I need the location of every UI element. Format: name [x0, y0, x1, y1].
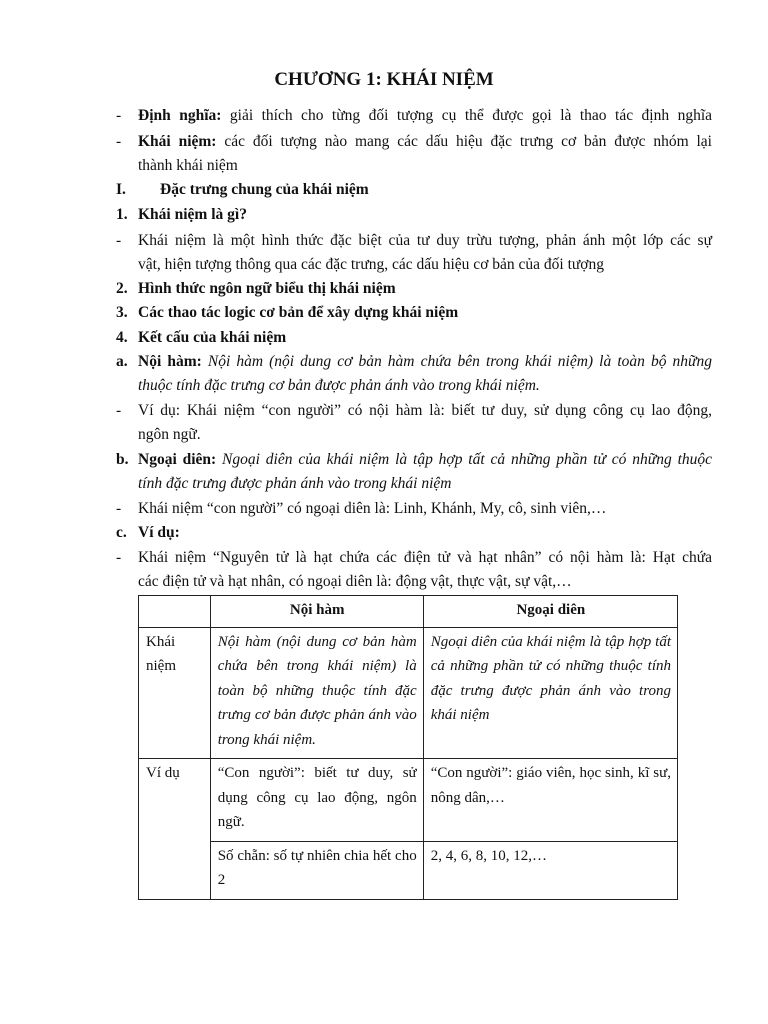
concept-term: Khái niệm:: [138, 133, 217, 150]
subitem-marker: c.: [116, 524, 127, 541]
section-heading: Đặc trưng chung của khái niệm: [160, 181, 369, 198]
row-label-cell: Ví dụ: [139, 759, 211, 900]
item-heading: Hình thức ngôn ngữ biểu thị khái niệm: [138, 280, 396, 297]
subitem-marker: b.: [116, 451, 129, 468]
section-marker: I.: [116, 181, 126, 198]
noi-ham-text-cont: thuộc tính đặc trưng cơ bản được phản ánh vào trong khái niệm.: [138, 377, 540, 394]
table-row: [139, 841, 678, 899]
definition-bullet: [138, 104, 712, 128]
ngoai-dien-definition: [138, 448, 712, 472]
noi-ham-text: Nội hàm (nội dung cơ bản hàm chứa bên trong khái niệm) là toàn bộ những: [201, 353, 712, 370]
table-header-cell: Ngoại diên: [423, 596, 677, 628]
ngoai-dien-cell: “Con người”: giáo viên, học sinh, kĩ sư, nông dân,…: [423, 759, 677, 842]
item-heading: Khái niệm là gì?: [138, 206, 247, 223]
noi-ham-cell: Nội hàm (nội dung cơ bản hàm chứa bên trong khái niệm) là toàn bộ những thuộc tính đặc trưng cơ bản được phản ánh vào trong khái niệm.: [210, 627, 423, 759]
ngoai-dien-term: Ngoại diên:: [138, 451, 217, 468]
item-heading: Các thao tác logic cơ bản để xây dựng khái niệm: [138, 304, 459, 321]
noi-ham-term: Nội hàm:: [138, 353, 202, 370]
table-row: [139, 759, 678, 842]
bullet-dash: -: [116, 107, 122, 124]
concept-text-cont: thành khái niệm: [138, 157, 238, 174]
definition-paragraph-line: vật, hiện tượng thông qua các đặc trưng, các dấu hiệu cơ bản của đối tượng: [138, 256, 604, 273]
table-row: [139, 627, 678, 759]
concept-bullet: [138, 130, 712, 154]
item-heading: Kết cấu của khái niệm: [138, 329, 287, 346]
noi-ham-example: Ví dụ: Khái niệm “con người” có nội hàm là: biết tư duy, sử dụng công cụ lao động,: [138, 402, 712, 419]
noi-ham-cell: Số chẵn: số tự nhiên chia hết cho 2: [210, 841, 423, 899]
noi-ham-example-cont: ngôn ngữ.: [138, 426, 201, 443]
definition-paragraph-line: Khái niệm là một hình thức đặc biệt của tư duy trừu tượng, phản ánh một lớp các sự: [138, 232, 712, 249]
definition-term: Định nghĩa:: [138, 107, 222, 124]
row-label-cell: Khái niệm: [139, 627, 211, 759]
item-marker: 1.: [116, 206, 128, 223]
ngoai-dien-cell: Ngoại diên của khái niệm là tập hợp tất cả những phần tử có những thuộc tính đặc trưng được phản ánh vào trong khái niệm: [423, 627, 677, 759]
subitem-marker: a.: [116, 353, 128, 370]
bullet-dash: -: [116, 402, 122, 419]
bullet-dash: -: [116, 500, 122, 517]
item-marker: 2.: [116, 280, 128, 297]
item-marker: 4.: [116, 329, 128, 346]
example-paragraph-line: các điện tử và hạt nhân, có ngoại diên là: động vật, thực vật, sự vật,…: [138, 573, 572, 590]
bullet-dash: -: [116, 232, 122, 249]
example-paragraph-line: Khái niệm “Nguyên tử là hạt chứa các điện tử và hạt nhân” có nội hàm là: Hạt chứa: [138, 549, 712, 566]
ngoai-dien-text: Ngoại diên của khái niệm là tập hợp tất cả những phần tử có những thuộc: [216, 451, 713, 468]
definition-text: giải thích cho từng đối tượng cụ thể được gọi là thao tác định nghĩa: [221, 107, 712, 124]
table-header-row: [139, 596, 678, 628]
bullet-dash: -: [116, 133, 122, 150]
noi-ham-cell: “Con người”: biết tư duy, sử dụng công cụ lao động, ngôn ngữ.: [210, 759, 423, 842]
example-heading: Ví dụ:: [138, 524, 180, 541]
comparison-table: [138, 595, 678, 900]
table-header-cell: Nội hàm: [210, 596, 423, 628]
ngoai-dien-cell: 2, 4, 6, 8, 10, 12,…: [423, 841, 677, 899]
bullet-dash: -: [116, 549, 122, 566]
noi-ham-definition: [138, 350, 712, 374]
ngoai-dien-text-cont: tính đặc trưng được phản ánh vào trong khái niệm: [138, 475, 452, 492]
chapter-title: CHƯƠNG 1: KHÁI NIỆM: [274, 69, 494, 90]
ngoai-dien-example: Khái niệm “con người” có ngoại diên là: Linh, Khánh, My, cô, sinh viên,…: [138, 500, 607, 517]
table-header-cell: [139, 596, 211, 628]
concept-text: các đối tượng nào mang các dấu hiệu đặc trưng cơ bản được nhóm lại: [216, 133, 712, 150]
item-marker: 3.: [116, 304, 128, 321]
